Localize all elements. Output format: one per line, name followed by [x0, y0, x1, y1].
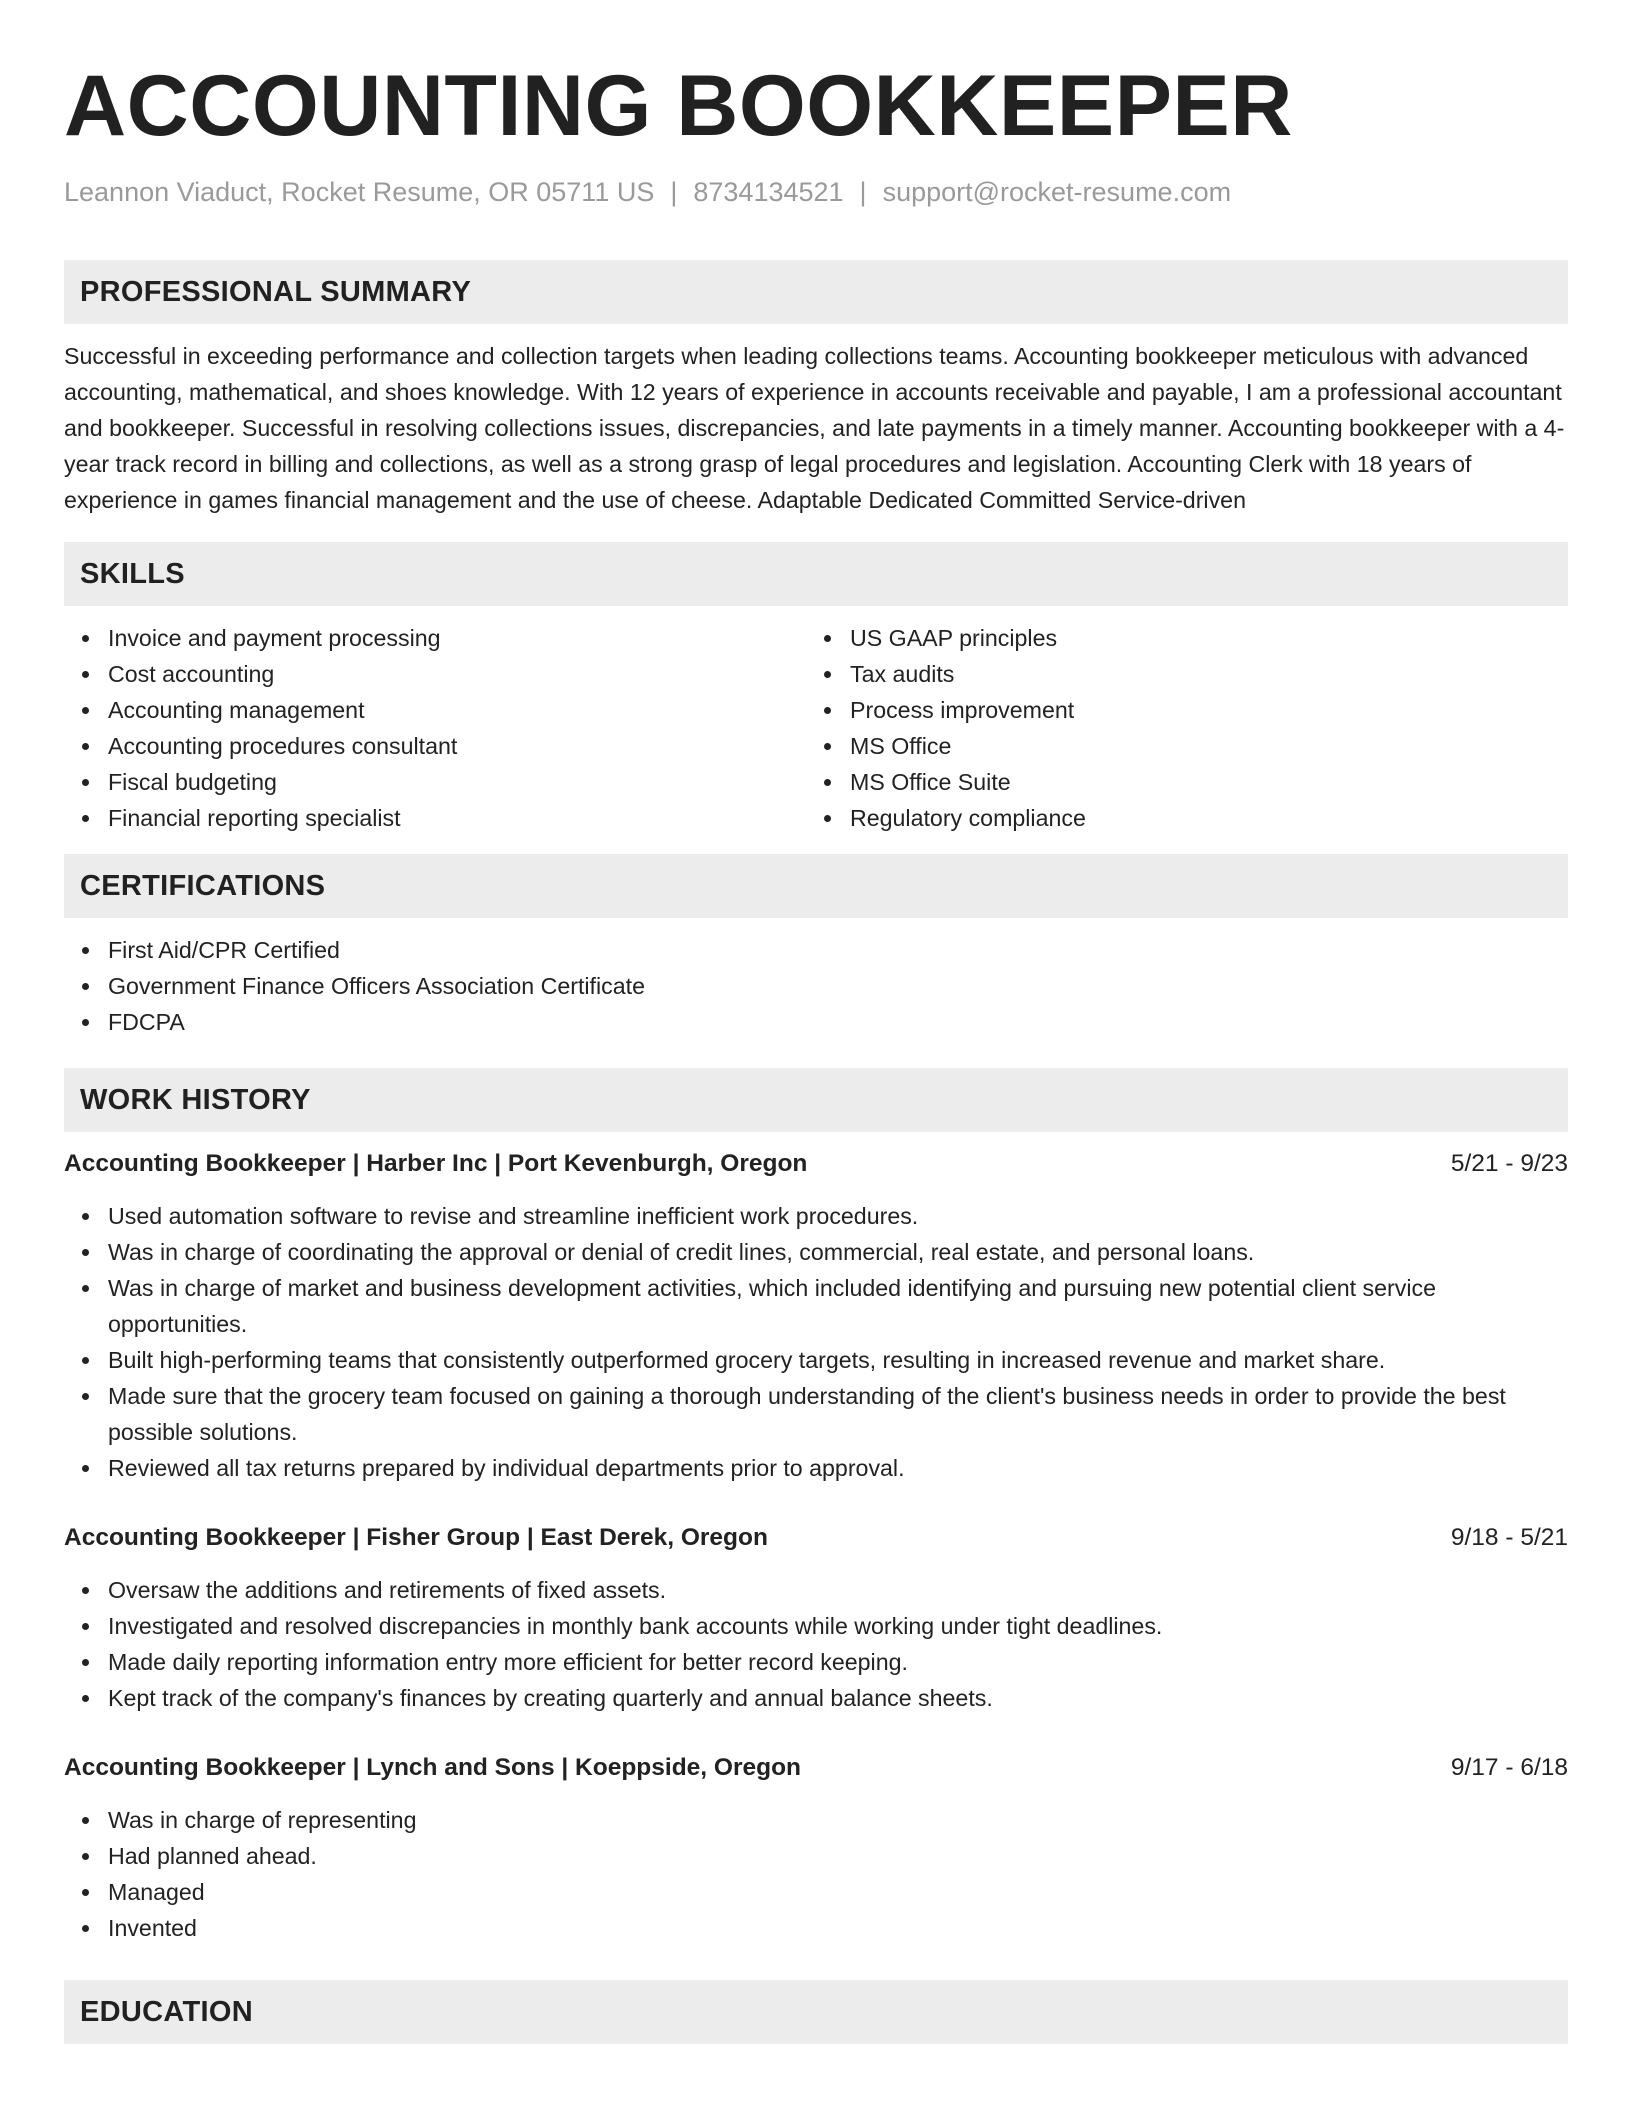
job-bullet: Used automation software to revise and streamline inefficient work procedures.: [64, 1198, 1568, 1234]
section-heading: PROFESSIONAL SUMMARY: [80, 275, 472, 308]
job-bullet: Was in charge of coordinating the approval or denial of credit lines, commercial, real estate, and personal loans.: [64, 1234, 1568, 1270]
job-bullet: Made sure that the grocery team focused on gaining a thorough understanding of the client's business needs in order to provide the best possible solutions.: [64, 1378, 1568, 1450]
job-header: [64, 1750, 1568, 1786]
skill-item: Regulatory compliance: [806, 800, 1548, 836]
job-dates: 9/18 - 5/21: [1450, 1524, 1568, 1551]
job-bullet: Investigated and resolved discrepancies in monthly bank accounts while working under tight deadlines.: [64, 1608, 1568, 1644]
skill-item: MS Office: [806, 728, 1548, 764]
job-bullets: [64, 1572, 1568, 1716]
job-header: [64, 1146, 1568, 1182]
section-heading: EDUCATION: [80, 1995, 253, 2028]
job-bullet: Kept track of the company's finances by creating quarterly and annual balance sheets.: [64, 1680, 1568, 1716]
skill-item: US GAAP principles: [806, 620, 1548, 656]
job-title: Accounting Bookkeeper | Fisher Group | East Derek, Oregon: [64, 1524, 768, 1551]
certifications-list: [64, 932, 1568, 1040]
job-bullet: Was in charge of market and business development activities, which included identifying and pursuing new potential client service opportunities.: [64, 1270, 1568, 1342]
skill-item: Fiscal budgeting: [64, 764, 806, 800]
section-heading: WORK HISTORY: [80, 1083, 311, 1116]
section-heading: SKILLS: [80, 557, 185, 590]
contact-phone: 8734134521: [693, 177, 844, 207]
job-title: Accounting Bookkeeper | Harber Inc | Port Kevenburgh, Oregon: [64, 1150, 808, 1177]
job-bullets: [64, 1198, 1568, 1486]
certification-item: FDCPA: [64, 1004, 1568, 1040]
contact-email: support@rocket-resume.com: [882, 177, 1232, 207]
section-header-summary: [64, 260, 1568, 324]
job-bullet: Invented: [64, 1910, 1568, 1946]
skills-list-right: [806, 620, 1548, 836]
contact-address: Leannon Viaduct, Rocket Resume, OR 05711 US: [64, 177, 655, 207]
job-dates: 5/21 - 9/23: [1450, 1150, 1568, 1177]
job-bullets: [64, 1802, 1568, 1946]
job-entry: [64, 1146, 1568, 1486]
section-header-skills: [64, 542, 1568, 606]
job-bullet: Built high-performing teams that consistently outperformed grocery targets, resulting in increased revenue and market share.: [64, 1342, 1568, 1378]
skill-item: Tax audits: [806, 656, 1548, 692]
summary-text: Successful in exceeding performance and collection targets when leading collections teams. Accounting bookkeeper meticulous with advanced accounting, mathematical, and shoes knowledge. With 12 years of experience in accounts receivable and payable, I am a professional accountant and bookkeeper. Successful in resolving collections issues, discrepancies, and late payments in a timely manner. Accounting bookkeeper with a 4-year track record in billing and collections, as well as a strong grasp of legal procedures and legislation. Accounting Clerk with 18 years of experience in games financial management and the use of cheese. Adaptable Dedicated Committed Service-driven: [64, 343, 1565, 513]
section-header-certifications: [64, 854, 1568, 918]
job-dates: 9/17 - 6/18: [1450, 1754, 1568, 1781]
skill-item: Financial reporting specialist: [64, 800, 806, 836]
skill-item: Cost accounting: [64, 656, 806, 692]
job-bullet: Was in charge of representing: [64, 1802, 1568, 1838]
job-bullet: Reviewed all tax returns prepared by individual departments prior to approval.: [64, 1450, 1568, 1486]
contact-line: [64, 174, 1568, 210]
section-header-education: [64, 1980, 1568, 2044]
resume-page: [64, 0, 1568, 2044]
contact-separator: |: [859, 177, 867, 207]
contact-separator: |: [670, 177, 678, 207]
resume-title: ACCOUNTING BOOKKEEPER: [64, 58, 1293, 154]
section-heading: CERTIFICATIONS: [80, 869, 326, 902]
skill-item: Invoice and payment processing: [64, 620, 806, 656]
skill-item: Process improvement: [806, 692, 1548, 728]
job-bullet: Made daily reporting information entry more efficient for better record keeping.: [64, 1644, 1568, 1680]
skills-grid: [64, 620, 1568, 836]
section-header-work-history: [64, 1068, 1568, 1132]
job-bullet: Managed: [64, 1874, 1568, 1910]
job-bullet: Had planned ahead.: [64, 1838, 1568, 1874]
skill-item: Accounting management: [64, 692, 806, 728]
skill-item: MS Office Suite: [806, 764, 1548, 800]
job-entry: [64, 1750, 1568, 1946]
certification-item: Government Finance Officers Association Certificate: [64, 968, 1568, 1004]
job-bullet: Oversaw the additions and retirements of fixed assets.: [64, 1572, 1568, 1608]
job-title: Accounting Bookkeeper | Lynch and Sons | Koeppside, Oregon: [64, 1754, 802, 1781]
job-entry: [64, 1520, 1568, 1716]
skill-item: Accounting procedures consultant: [64, 728, 806, 764]
job-header: [64, 1520, 1568, 1556]
skills-list-left: [64, 620, 806, 836]
certification-item: First Aid/CPR Certified: [64, 932, 1568, 968]
